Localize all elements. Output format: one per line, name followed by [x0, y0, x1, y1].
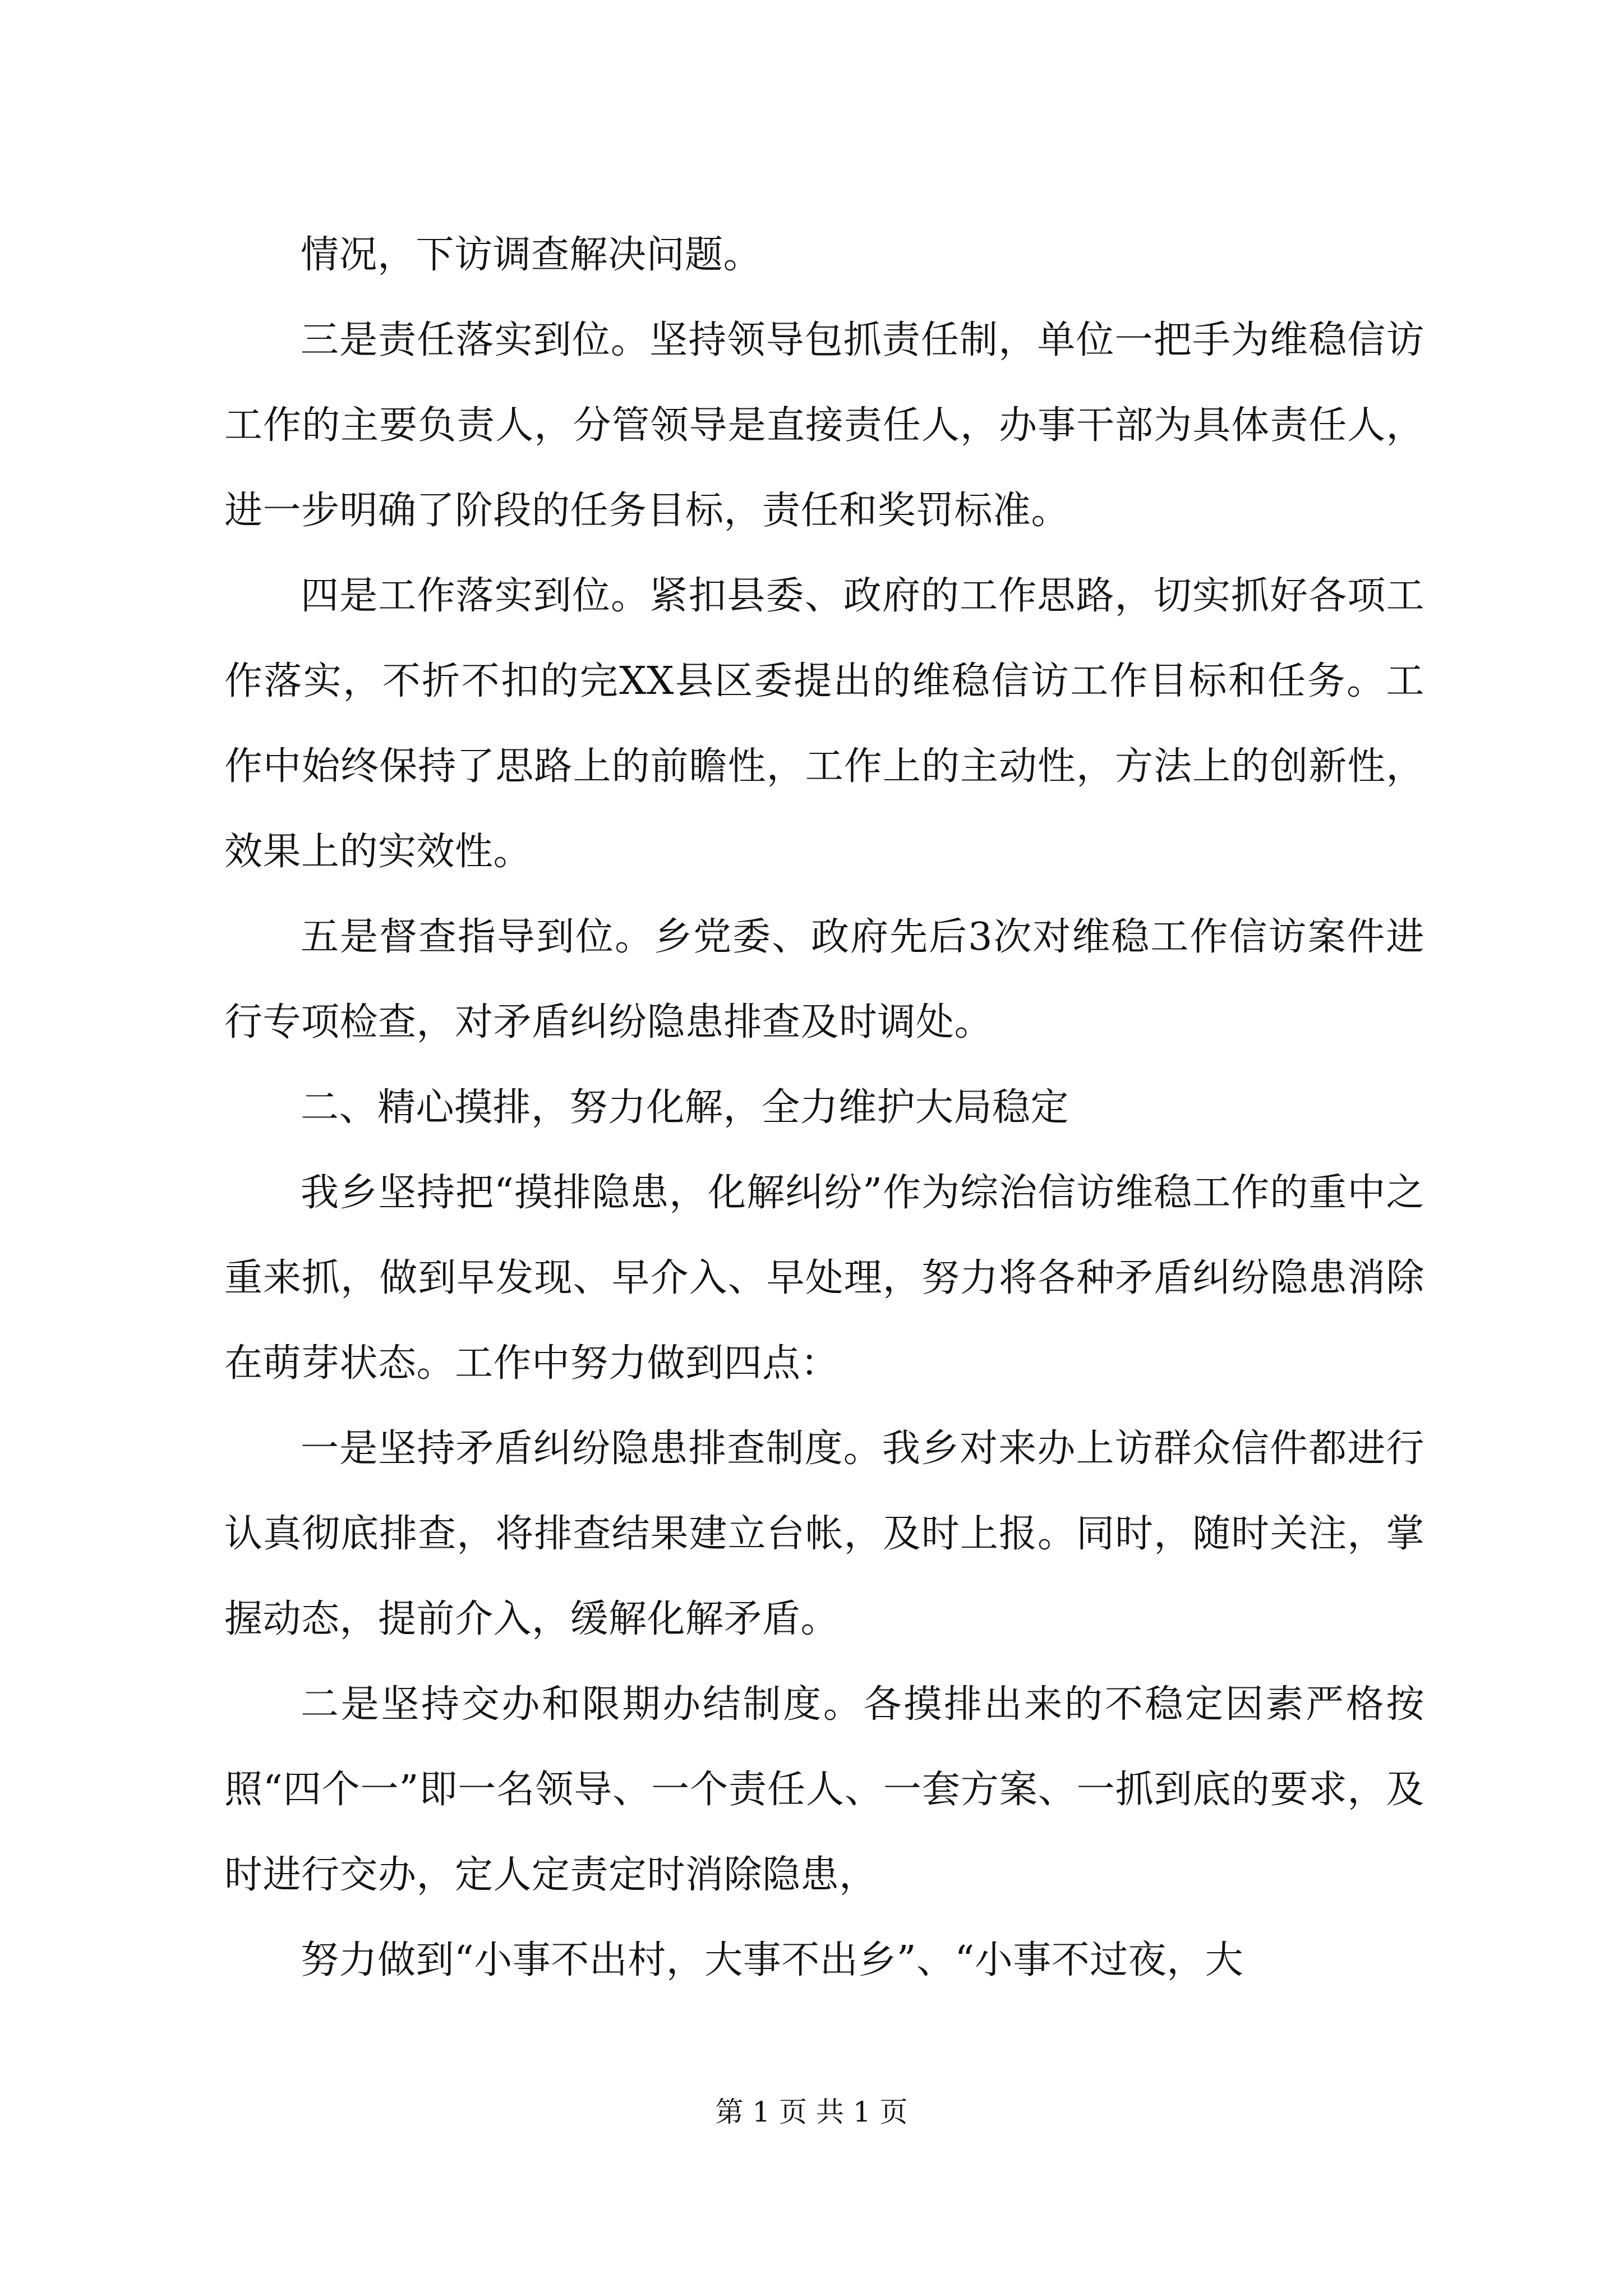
paragraph: 二是坚持交办和限期办结制度。各摸排出来的不稳定因素严格按照“四个一”即一名领导、一个责任人、一套方案、一抓到底的要求，及时进行交办，定人定责定时消除隐患，	[224, 1682, 1424, 1897]
paragraph: 情况，下访调查解决问题。	[301, 233, 762, 277]
paragraph: 三是责任落实到位。坚持领导包抓责任制，单位一把手为维稳信访工作的主要负责人，分管领导是直接责任人，办事干部为具体责任人，进一步明确了阶段的任务目标，责任和奖罚标准。	[224, 318, 1424, 533]
page-number-footer: 第 1 页 共 1 页	[715, 2096, 908, 2128]
paragraph: 五是督查指导到位。乡党委、政府先后3次对维稳工作信访案件进行专项检查，对矛盾纠纷隐患排查及时调处。	[224, 915, 1424, 1045]
paragraph: 我乡坚持把“摸排隐患，化解纠纷”作为综治信访维稳工作的重中之重来抓，做到早发现、早介入、早处理，努力将各种矛盾纠纷隐患消除在萌芽状态。工作中努力做到四点：	[224, 1171, 1424, 1386]
paragraph: 四是工作落实到位。紧扣县委、政府的工作思路，切实抓好各项工作落实，不折不扣的完XX县区委提出的维稳信访工作目标和任务。工作中始终保持了思路上的前瞻性，工作上的主动性，方法上的创新性，效果上的实效性。	[224, 574, 1424, 874]
paragraph: 努力做到“小事不出村，大事不出乡”、“小事不过夜，大	[301, 1938, 1244, 1982]
document-body	[224, 213, 1424, 2003]
paragraph: 一是坚持矛盾纠纷隐患排查制度。我乡对来办上访群众信件都进行认真彻底排查，将排查结果建立台帐，及时上报。同时，随时关注，掌握动态，提前介入，缓解化解矛盾。	[224, 1427, 1424, 1641]
section-heading: 二、精心摸排，努力化解，全力维护大局稳定	[301, 1085, 1069, 1130]
